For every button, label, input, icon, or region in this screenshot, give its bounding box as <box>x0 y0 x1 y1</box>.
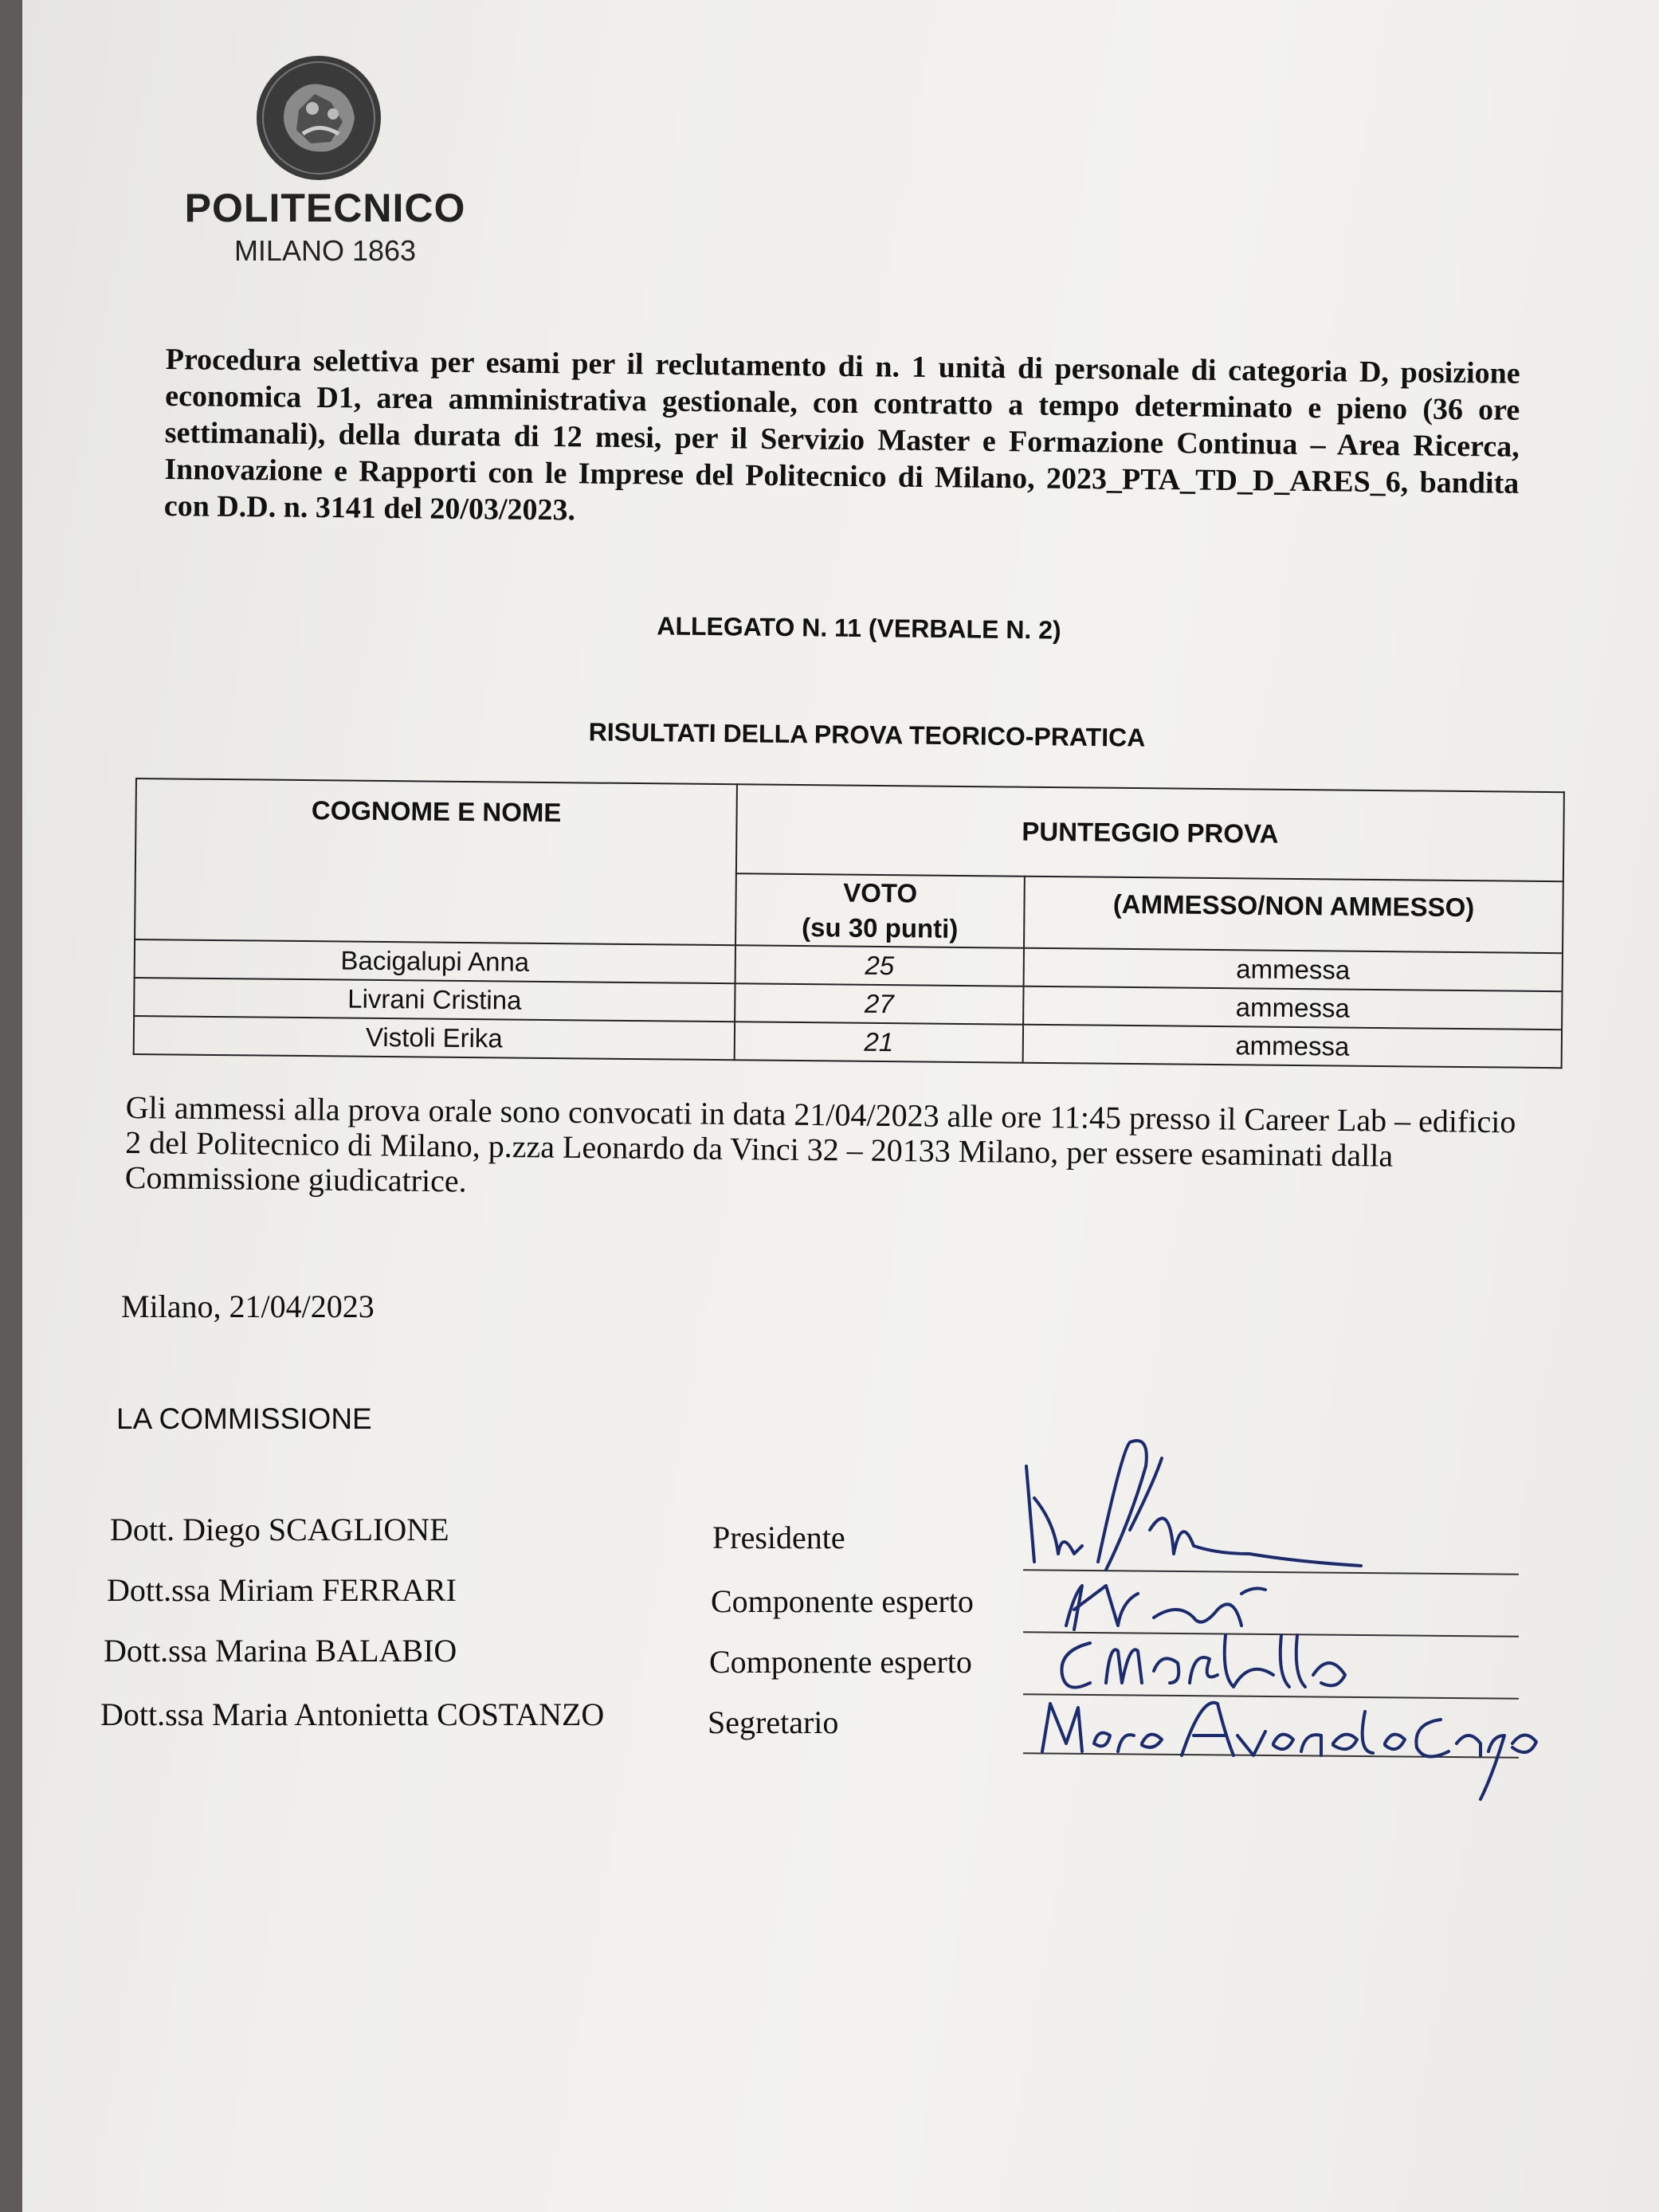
header-score: PUNTEGGIO PROVA <box>736 784 1564 881</box>
section-title: RISULTATI DELLA PROVA TEORICO-PRATICA <box>588 717 1146 752</box>
member-role: Segretario <box>708 1704 839 1740</box>
candidate-outcome: ammessa <box>1023 986 1562 1030</box>
logo-subtitle: MILANO 1863 <box>233 234 417 267</box>
candidate-outcome: ammessa <box>1024 948 1563 991</box>
member-name: Dott.ssa Miriam FERRARI <box>107 1572 457 1608</box>
candidate-score: 25 <box>735 945 1024 986</box>
results-table <box>133 778 1565 1069</box>
candidate-name: Livrani Cristina <box>134 978 735 1022</box>
member-role: Componente esperto <box>709 1644 972 1680</box>
candidate-score: 21 <box>735 1022 1023 1062</box>
member-role: Componente esperto <box>711 1583 974 1619</box>
logo-name: POLITECNICO <box>184 186 466 230</box>
candidate-name: Bacigalupi Anna <box>135 939 735 983</box>
politecnico-seal-logo <box>255 54 382 182</box>
signature-president <box>1010 1434 1425 1578</box>
date-place: Milano, 21/04/2023 <box>121 1288 375 1324</box>
document-page <box>22 0 1659 2212</box>
header-admit: (AMMESSO/NON AMMESSO) <box>1024 877 1563 953</box>
candidate-name: Vistoli Erika <box>134 1016 735 1060</box>
header-voto-scale: (su 30 punti) <box>801 912 959 943</box>
procedure-description: Procedura selettiva per esami per il reclutamento di n. 1 unità di personale di categoria D, posizione economica D1, area amministrativa gestionale, con contratto a tempo determinato e pieno (36 ore settimanali), della durata di 12 mesi, per il Servizio Master e Formazione Continua – Area Ricerca, Innovazione e Rapporti con le Imprese del Politecnico di Milano, 2023_PTA_TD_D_ARES_6, bandita con D.D. n. 3141 del 20/03/2023. <box>163 342 1520 528</box>
header-name: COGNOME E NOME <box>135 779 737 945</box>
commission-title: LA COMMISSIONE <box>116 1402 372 1435</box>
signature-secretary <box>1034 1688 1544 1807</box>
header-voto-label: VOTO <box>843 877 918 908</box>
member-name: Dott.ssa Maria Antonietta COSTANZO <box>100 1696 605 1732</box>
member-name: Dott.ssa Marina BALABIO <box>104 1633 457 1669</box>
header-voto <box>735 873 1025 947</box>
allegato-title: ALLEGATO N. 11 (VERBALE N. 2) <box>657 611 1061 645</box>
member-role: Presidente <box>712 1520 845 1555</box>
candidate-score: 27 <box>735 983 1023 1024</box>
member-name: Dott. Diego SCAGLIONE <box>110 1512 449 1547</box>
convocation-text: Gli ammessi alla prova orale sono convocati in data 21/04/2023 alle ore 11:45 presso il Career Lab – edificio 2 del Politecnico di Milano, p.zza Leonardo da Vinci 32 – 20133 Milano, per essere esaminati dalla Commissione giudicatrice. <box>124 1089 1516 1199</box>
candidate-outcome: ammessa <box>1023 1025 1562 1068</box>
